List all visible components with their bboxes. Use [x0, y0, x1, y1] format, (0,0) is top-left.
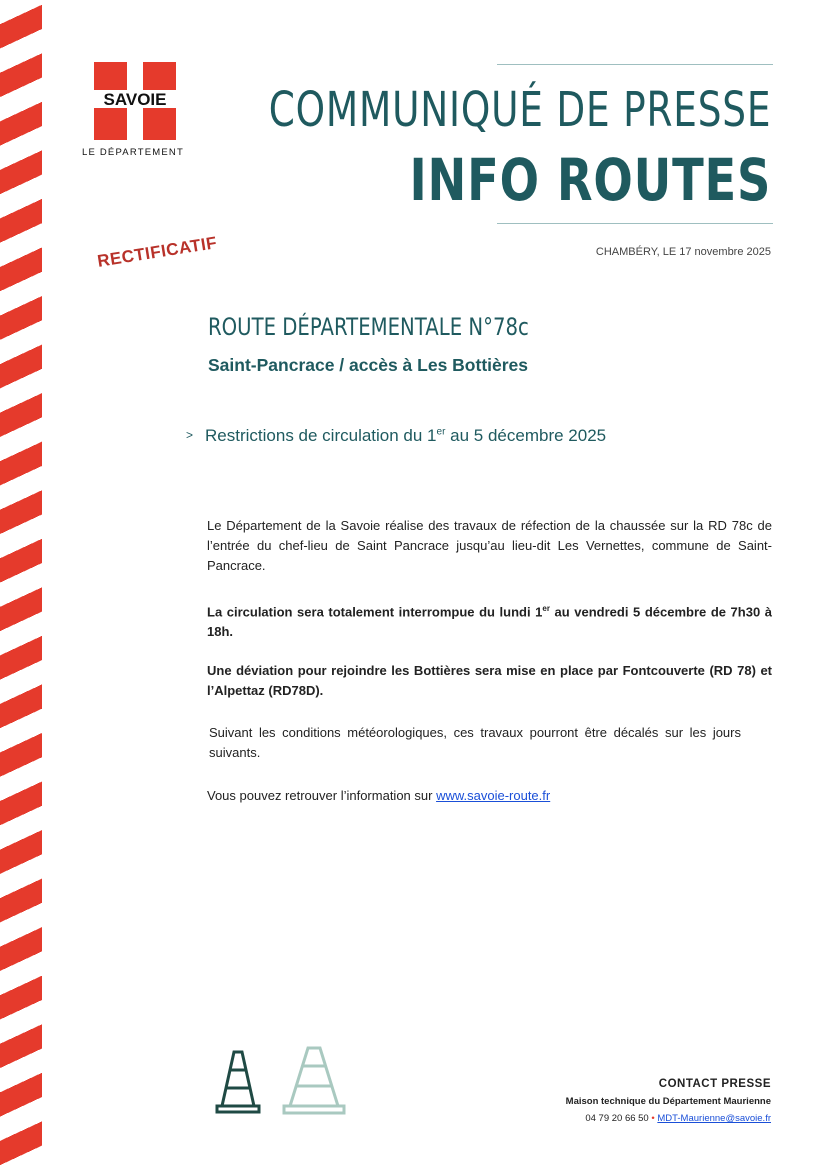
route-subtitle: Saint-Pancrace / accès à Les Bottières	[208, 355, 529, 375]
contact-separator: •	[651, 1113, 655, 1124]
logo-wordmark: SAVOIE	[103, 90, 167, 109]
arrow-bullet-icon: >	[186, 428, 194, 442]
savoie-logo-icon	[94, 62, 176, 140]
route-title: ROUTE DÉPARTEMENTALE N°78c	[208, 313, 529, 341]
contact-org: Maison technique du Département Maurienne	[565, 1096, 771, 1107]
paragraph-weather: Suivant les conditions météorologiques, ces travaux pourront être décalés sur les jours suivants.	[209, 725, 741, 760]
restriction-text-end: au 5 décembre 2025	[445, 426, 607, 445]
rectificatif-stamp: RECTIFICATIF	[96, 233, 219, 271]
closure-text: La circulation sera totalement interrompue du lundi 1	[207, 604, 543, 620]
header-title: COMMUNIQUÉ DE PRESSE	[268, 82, 771, 138]
traffic-cone-outline-icon	[284, 1048, 344, 1113]
press-contact	[566, 1076, 771, 1127]
paragraph-detour: Une déviation pour rejoindre les Bottières sera mise en place par Fontcouverte (RD 78) et l’Alpettaz (RD78D).	[207, 663, 772, 698]
paragraph-closure	[207, 599, 772, 642]
header-rule-top	[497, 64, 773, 65]
closure-text-end: au vendredi 5 décembre de 7h30 à 18h.	[207, 604, 772, 640]
logo-subtitle: LE DÉPARTEMENT	[82, 147, 184, 158]
contact-phone: 04 79 20 66 50	[585, 1113, 649, 1124]
restriction-text: Restrictions de circulation du 1	[205, 426, 437, 445]
info-text: Vous pouvez retrouver l’information sur	[207, 788, 437, 803]
contact-details	[566, 1110, 771, 1127]
date-line: CHAMBÉRY, LE 17 novembre 2025	[595, 246, 771, 258]
header-subtitle: INFO ROUTES	[409, 146, 771, 214]
striped-border	[0, 0, 44, 1169]
contact-email-link[interactable]: MDT-Maurienne@savoie.fr	[657, 1113, 771, 1124]
contact-title: CONTACT PRESSE	[658, 1078, 771, 1090]
paragraph-works: Le Département de la Savoie réalise des travaux de réfection de la chaussée sur la RD 78c de l’entrée du chef-lieu de Saint Pancrace jusqu’au lieu-dit Les Vernettes, commune de Saint-Pancrace.	[207, 518, 772, 573]
header-rule-bottom	[497, 223, 773, 224]
traffic-cone-icon	[217, 1052, 259, 1112]
website-link[interactable]: www.savoie-route.fr	[436, 788, 551, 803]
closure-sup: er	[542, 604, 550, 613]
paragraph-info	[207, 786, 772, 806]
cones-illustration	[214, 1044, 354, 1118]
restriction-heading	[186, 426, 606, 446]
restriction-sup: er	[436, 426, 446, 438]
